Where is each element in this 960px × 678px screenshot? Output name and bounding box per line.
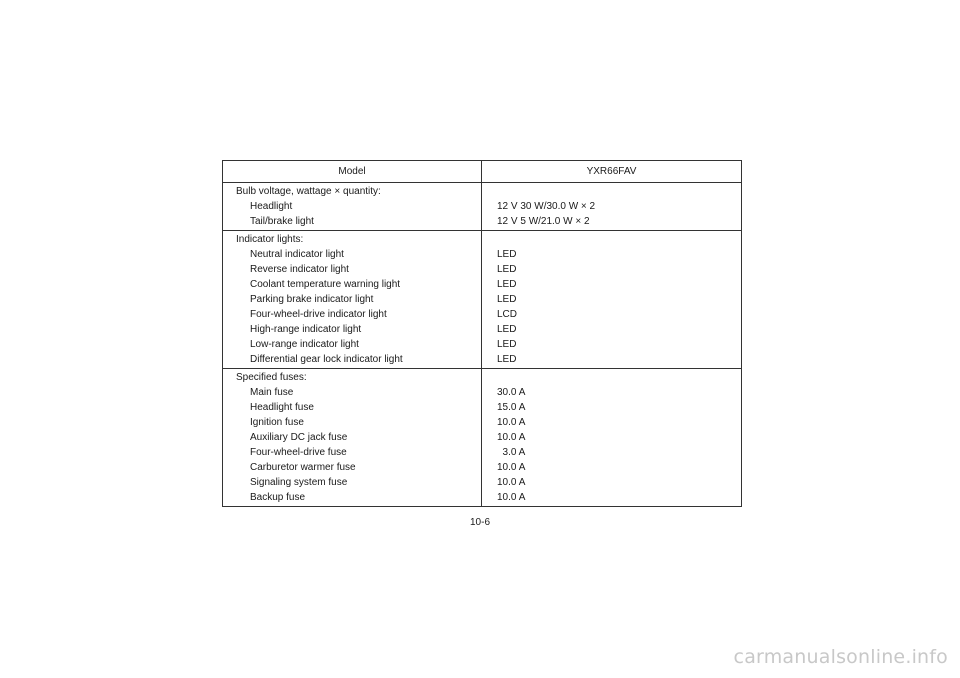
spec-value-cell (482, 307, 742, 322)
section-title-row (223, 231, 742, 248)
spec-value-cell (482, 292, 742, 307)
spec-label: High-range indicator light (250, 324, 362, 335)
spec-value: 3.0 A (497, 447, 526, 458)
spec-label: Signaling system fuse (250, 477, 348, 488)
specifications-table (222, 160, 742, 507)
spec-label-cell (223, 445, 482, 460)
spec-label: Headlight (250, 201, 293, 212)
spec-value-cell (482, 262, 742, 277)
spec-value: LED (497, 279, 517, 290)
spec-label: Four-wheel-drive indicator light (250, 309, 387, 320)
table-row (223, 430, 742, 445)
table-row (223, 337, 742, 352)
spec-value: 10.0 A (497, 477, 526, 488)
spec-label: Main fuse (250, 387, 294, 398)
spec-label: Low-range indicator light (250, 339, 359, 350)
spec-value-cell (482, 445, 742, 460)
page-number: 10-6 (469, 517, 490, 528)
spec-value: LED (497, 324, 517, 335)
spec-label: Differential gear lock indicator light (250, 354, 403, 365)
spec-label-cell (223, 400, 482, 415)
spec-label: Parking brake indicator light (250, 294, 374, 305)
spec-label: Backup fuse (250, 492, 306, 503)
spec-label: Neutral indicator light (250, 249, 344, 260)
spec-label: Four-wheel-drive fuse (250, 447, 347, 458)
model-header: Model (223, 161, 482, 183)
section-title: Indicator lights: (236, 234, 304, 245)
spec-value-cell (482, 352, 742, 369)
table-row (223, 400, 742, 415)
spec-label-cell (223, 475, 482, 490)
spec-value-cell (482, 400, 742, 415)
spec-label-cell (223, 307, 482, 322)
section-title-cell (223, 369, 482, 386)
spec-value-cell (482, 247, 742, 262)
table-row (223, 445, 742, 460)
model-name-header: YXR66FAV (482, 161, 742, 183)
table-row (223, 292, 742, 307)
table-body (223, 183, 742, 507)
spec-value: LCD (497, 309, 518, 320)
spec-value-cell (482, 322, 742, 337)
watermark-text: carmanualsonline.info (733, 646, 948, 668)
spec-value: LED (497, 339, 517, 350)
table-row (223, 460, 742, 475)
section-title-value-cell (482, 231, 742, 248)
spec-value: 30.0 A (497, 387, 526, 398)
spec-label: Headlight fuse (250, 402, 314, 413)
section-title-cell (223, 183, 482, 200)
spec-value: 10.0 A (497, 462, 526, 473)
table-row (223, 352, 742, 369)
table-row (223, 490, 742, 507)
spec-label: Tail/brake light (250, 216, 314, 227)
spec-label-cell (223, 277, 482, 292)
table-row (223, 214, 742, 231)
spec-value: 10.0 A (497, 492, 526, 503)
spec-label-cell (223, 490, 482, 507)
spec-label: Auxiliary DC jack fuse (250, 432, 348, 443)
spec-value: LED (497, 354, 517, 365)
spec-label-cell (223, 247, 482, 262)
spec-label-cell (223, 199, 482, 214)
spec-value: 12 V 30 W/30.0 W × 2 (497, 201, 596, 212)
spec-value-cell (482, 490, 742, 507)
spec-label-cell (223, 352, 482, 369)
spec-label-cell (223, 214, 482, 231)
section-title: Specified fuses: (236, 372, 307, 383)
spec-value-cell (482, 199, 742, 214)
section-title-row (223, 369, 742, 386)
spec-value: LED (497, 249, 517, 260)
spec-value-cell (482, 460, 742, 475)
spec-label: Carburetor warmer fuse (250, 462, 356, 473)
spec-value-cell (482, 277, 742, 292)
table-row (223, 262, 742, 277)
spec-label-cell (223, 460, 482, 475)
table-row (223, 247, 742, 262)
table-row (223, 277, 742, 292)
spec-value: LED (497, 294, 517, 305)
section-title-cell (223, 231, 482, 248)
spec-label: Ignition fuse (250, 417, 304, 428)
table-row (223, 415, 742, 430)
section-title-row (223, 183, 742, 200)
table-row (223, 307, 742, 322)
section-title-value-cell (482, 369, 742, 386)
spec-label-cell (223, 337, 482, 352)
spec-value-cell (482, 385, 742, 400)
table-row (223, 199, 742, 214)
table-row (223, 322, 742, 337)
spec-label-cell (223, 385, 482, 400)
spec-value: 10.0 A (497, 432, 526, 443)
spec-label-cell (223, 292, 482, 307)
spec-value-cell (482, 415, 742, 430)
table-header-row (223, 161, 742, 183)
section-title-value-cell (482, 183, 742, 200)
spec-value: 15.0 A (497, 402, 526, 413)
table-row (223, 385, 742, 400)
section-title: Bulb voltage, wattage × quantity: (236, 186, 381, 197)
spec-value-cell (482, 214, 742, 231)
spec-value-cell (482, 475, 742, 490)
spec-value: 12 V 5 W/21.0 W × 2 (497, 216, 590, 227)
spec-value: LED (497, 264, 517, 275)
spec-label-cell (223, 322, 482, 337)
spec-label-cell (223, 415, 482, 430)
spec-value-cell (482, 337, 742, 352)
spec-value: 10.0 A (497, 417, 526, 428)
spec-label: Coolant temperature warning light (250, 279, 401, 290)
table-row (223, 475, 742, 490)
spec-label-cell (223, 430, 482, 445)
spec-value-cell (482, 430, 742, 445)
spec-label: Reverse indicator light (250, 264, 349, 275)
spec-label-cell (223, 262, 482, 277)
